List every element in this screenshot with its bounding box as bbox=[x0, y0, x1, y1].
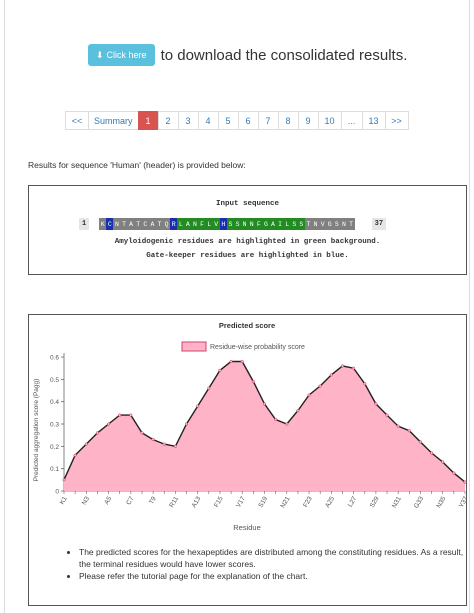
residue-10: Q bbox=[163, 218, 170, 230]
x-tick-label: N31 bbox=[390, 495, 403, 510]
pagination bbox=[66, 111, 409, 130]
residue-9: T bbox=[156, 218, 163, 230]
score-area bbox=[64, 362, 465, 492]
data-point bbox=[85, 443, 88, 446]
page-link-13[interactable]: 13 bbox=[362, 111, 386, 130]
page-link-4[interactable]: 3 bbox=[178, 111, 199, 130]
x-tick-label: A13 bbox=[190, 495, 203, 510]
data-point bbox=[286, 423, 289, 426]
residue-18: H bbox=[220, 218, 227, 230]
data-point bbox=[163, 443, 166, 446]
data-point bbox=[419, 441, 422, 444]
data-point bbox=[96, 432, 99, 435]
x-tick-label: V17 bbox=[235, 495, 247, 510]
page-link-12: ... bbox=[341, 111, 363, 130]
x-tick-label: T9 bbox=[147, 495, 158, 506]
sequence-title: Input sequence bbox=[215, 200, 279, 208]
chart-title: Predicted score bbox=[218, 321, 276, 330]
data-point bbox=[185, 423, 188, 426]
data-point bbox=[297, 409, 300, 412]
residue-12: L bbox=[177, 218, 184, 230]
data-point bbox=[219, 369, 222, 372]
data-point bbox=[152, 438, 155, 441]
note-item: • The predicted scores for the hexapeptides are distributed among the constituting residues. As a result, the terminal residues would have lower scores. bbox=[79, 546, 469, 570]
page-link-10[interactable]: 9 bbox=[298, 111, 319, 130]
note-item: • Please refer the tutorial page for the explanation of the chart. bbox=[79, 570, 469, 582]
data-point bbox=[118, 414, 121, 417]
residue-4: T bbox=[120, 218, 127, 230]
data-point bbox=[308, 394, 311, 397]
residue-27: L bbox=[284, 218, 291, 230]
page-link-14[interactable]: >> bbox=[385, 111, 409, 130]
x-tick-label: S29 bbox=[368, 495, 381, 510]
residue-25: A bbox=[269, 218, 276, 230]
x-tick-label: S19 bbox=[257, 495, 270, 510]
data-point bbox=[274, 418, 277, 421]
amyloidogenic-note: Amyloidogenic residues are highlighted in green background. bbox=[114, 238, 381, 246]
download-row bbox=[88, 44, 407, 66]
download-icon: ⬇ bbox=[96, 49, 104, 60]
y-tick-label: 0.1 bbox=[49, 466, 59, 474]
data-point bbox=[341, 365, 344, 368]
residue-20: S bbox=[234, 218, 241, 230]
x-tick-label: A25 bbox=[324, 495, 337, 510]
notes-list bbox=[65, 546, 469, 582]
y-tick-label: 0.5 bbox=[49, 376, 59, 384]
residue-24: G bbox=[262, 218, 269, 230]
residue-30: T bbox=[305, 218, 312, 230]
residue-22: N bbox=[248, 218, 255, 230]
data-point bbox=[319, 385, 322, 388]
y-tick-label: 0.3 bbox=[49, 421, 59, 429]
gatekeeper-note: Gate-keeper residues are highlighted in blue. bbox=[146, 252, 349, 260]
sequence-start: 1 bbox=[79, 218, 89, 230]
residue-31: N bbox=[312, 218, 319, 230]
data-point bbox=[441, 461, 444, 464]
x-tick-label: Y37 bbox=[457, 495, 470, 510]
page-link-8[interactable]: 7 bbox=[258, 111, 279, 130]
results-caption: Results for sequence 'Human' (header) is provided below: bbox=[28, 160, 246, 170]
page-link-1[interactable]: Summary bbox=[88, 111, 139, 130]
residue-16: L bbox=[206, 218, 213, 230]
residue-36: T bbox=[347, 218, 354, 230]
residue-37: Y bbox=[356, 220, 361, 228]
data-point bbox=[364, 383, 367, 386]
data-point bbox=[375, 403, 378, 406]
x-tick-label: K1 bbox=[58, 495, 69, 506]
sequence-panel bbox=[28, 185, 467, 275]
residue-2: C bbox=[106, 218, 113, 230]
data-point bbox=[252, 380, 255, 383]
residue-strip bbox=[99, 218, 361, 230]
residue-1: K bbox=[99, 218, 106, 230]
x-tick-label: C7 bbox=[125, 495, 136, 507]
residue-28: S bbox=[291, 218, 298, 230]
score-chart bbox=[29, 315, 470, 545]
residue-17: V bbox=[213, 218, 220, 230]
data-point bbox=[63, 479, 66, 482]
residue-35: N bbox=[340, 218, 347, 230]
residue-6: T bbox=[135, 218, 142, 230]
residue-15: F bbox=[199, 218, 206, 230]
x-tick-label: R11 bbox=[168, 495, 181, 509]
page-link-9[interactable]: 8 bbox=[278, 111, 299, 130]
residue-8: A bbox=[149, 218, 156, 230]
x-tick-label: A5 bbox=[103, 495, 114, 506]
residue-23: F bbox=[255, 218, 262, 230]
data-point bbox=[130, 414, 133, 417]
residue-7: C bbox=[142, 218, 149, 230]
data-point bbox=[141, 432, 144, 435]
data-point bbox=[386, 414, 389, 417]
data-point bbox=[330, 374, 333, 377]
legend-swatch bbox=[182, 342, 206, 351]
data-point bbox=[397, 425, 400, 428]
data-point bbox=[352, 367, 355, 370]
x-tick-label: G33 bbox=[412, 495, 426, 510]
residue-14: N bbox=[191, 218, 198, 230]
page-link-0[interactable]: << bbox=[65, 111, 89, 130]
data-point bbox=[408, 429, 411, 432]
data-point bbox=[241, 360, 244, 363]
page-link-6[interactable]: 5 bbox=[218, 111, 239, 130]
residue-19: S bbox=[227, 218, 234, 230]
download-button-label: Click here bbox=[106, 50, 147, 60]
page-link-7[interactable]: 6 bbox=[238, 111, 259, 130]
data-point bbox=[107, 423, 110, 426]
download-button[interactable] bbox=[88, 44, 155, 66]
x-tick-label: F15 bbox=[213, 495, 225, 509]
data-point bbox=[74, 454, 77, 457]
chart-panel bbox=[28, 314, 470, 606]
x-tick-label: F23 bbox=[302, 495, 314, 509]
x-tick-label: N21 bbox=[279, 495, 292, 510]
residue-5: A bbox=[128, 218, 135, 230]
x-tick-label: N35 bbox=[435, 495, 448, 510]
residue-29: S bbox=[298, 218, 305, 230]
residue-11: R bbox=[170, 218, 177, 230]
page-link-5[interactable]: 4 bbox=[198, 111, 219, 130]
residue-33: G bbox=[326, 218, 333, 230]
residue-13: A bbox=[184, 218, 191, 230]
download-text: to download the consolidated results. bbox=[160, 46, 408, 64]
sequence-row bbox=[79, 218, 386, 230]
y-axis-label: Predicted aggregation score (Pagg) bbox=[33, 378, 40, 482]
residue-34: S bbox=[333, 218, 340, 230]
y-tick-label: 0.6 bbox=[49, 354, 59, 362]
page-link-11[interactable]: 10 bbox=[318, 111, 342, 130]
legend-label: Residue-wise probability score bbox=[210, 344, 305, 351]
y-tick-label: 0.2 bbox=[49, 443, 59, 451]
data-point bbox=[208, 387, 211, 390]
x-tick-label: L27 bbox=[346, 495, 359, 509]
data-point bbox=[263, 403, 266, 406]
data-point bbox=[196, 405, 199, 408]
x-tick-label: N3 bbox=[80, 495, 92, 507]
residue-21: N bbox=[241, 218, 248, 230]
residue-26: I bbox=[277, 218, 284, 230]
y-tick-label: 0.4 bbox=[49, 399, 59, 407]
data-point bbox=[174, 445, 177, 448]
sequence-end: 37 bbox=[372, 218, 386, 230]
data-point bbox=[453, 472, 456, 475]
residue-3: N bbox=[113, 218, 120, 230]
y-tick-label: 0 bbox=[55, 488, 59, 496]
data-point bbox=[230, 360, 233, 363]
x-axis-label: Residue bbox=[233, 523, 261, 532]
data-point bbox=[464, 481, 467, 484]
data-point bbox=[430, 452, 433, 455]
residue-32: V bbox=[319, 218, 326, 230]
page-link-3[interactable]: 2 bbox=[158, 111, 179, 130]
page-link-2[interactable]: 1 bbox=[138, 111, 159, 130]
